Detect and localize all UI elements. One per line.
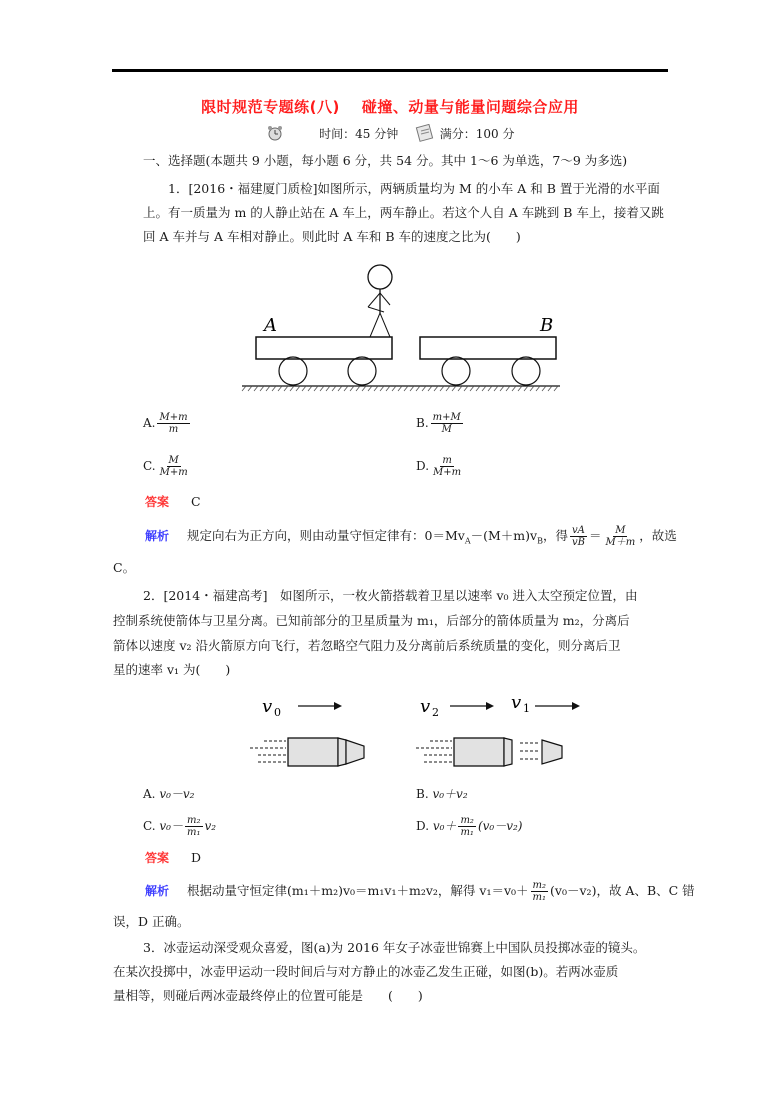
page-title [0, 96, 780, 117]
q1-option-c: C. $\frac{M}{M+m}$ [143, 455, 188, 478]
q2-option-d: D. v₀＋ $\frac{\text{m₂}}{\text{m₁}}$ (v₀－v₂) [416, 815, 523, 838]
cart-a-label: A [264, 315, 277, 336]
q1-carts-figure [238, 255, 568, 395]
svg-text:v: v [420, 696, 431, 717]
q1-answer [145, 491, 201, 513]
q2-option-a: A. v₀－v₂ [143, 787, 195, 801]
q2-option-c: C. v₀－ $\frac{\text{m₂}}{\text{m₁}}$ v₂ [143, 815, 217, 838]
question-2-line-1: 2．[2014・福建高考] 如图所示，一枚火箭搭载着卫星以速率 v₀ 进入太空预定位置，由 [143, 588, 638, 603]
svg-text:1: 1 [523, 702, 530, 715]
q2-option-b: B. v₀＋v₂ [416, 787, 468, 801]
exam-paper-icon [414, 124, 436, 145]
question-3-line-1: 3．冰壶运动深受观众喜爱，图(a)为 2016 年女子冰壶世锦赛上中国队员投掷冰壶的镜头。 [143, 940, 646, 955]
question-2-line-3: 箭体以速度 v₂ 沿火箭原方向飞行，若忽略空气阻力及分离前后系统质量的变化，则分离后卫 [113, 638, 621, 653]
cart-b-label: B [540, 315, 554, 336]
question-2-line-4: 星的速率 v₁ 为( ) [113, 662, 231, 677]
title-topic: 碰撞、动量与能量问题综合应用 [361, 98, 579, 116]
answer-label: 答案 [145, 851, 170, 865]
svg-text:2: 2 [432, 706, 439, 719]
answer-value: D [190, 850, 202, 865]
question-2-line-2: 控制系统使箭体与卫星分离。已知前部分的卫星质量为 m₁，后部分的箭体质量为 m₂，分离后 [113, 613, 630, 628]
exam-meta [0, 124, 780, 145]
answer-label: 答案 [145, 495, 170, 509]
q1-analysis: 解析 规定向右为正方向，则由动量守恒定律有：$0=Mv_A-(M+m)v_B$，得 $\frac{vA}{vB}$ ＝ $\frac{M}{M+m}$ ，故选 [145, 525, 677, 548]
section-heading: 一、选择题(本题共 9 小题，每小题 6 分，共 54 分。其中 1～6 为单选，7～9 为多选) [143, 153, 628, 168]
title-series: 限时规范专题练(八) [201, 98, 340, 116]
question-3-line-2: 在某次投掷中，冰壶甲运动一段时间后与对方静止的冰壶乙发生正碰，如图(b)。若两冰壶质 [113, 964, 619, 979]
q2-analysis-tail: 误，D 正确。 [113, 914, 190, 929]
svg-text:v: v [511, 692, 522, 713]
alarm-clock-icon [266, 124, 284, 145]
svg-text:0: 0 [274, 706, 281, 719]
answer-value: C [190, 494, 201, 509]
header-rule [112, 69, 668, 72]
q2-answer [145, 847, 201, 869]
q1-option-d: D. $\frac{m}{M+m}$ [416, 455, 462, 478]
analysis-label: 解析 [145, 884, 170, 898]
question-3-line-3: 量相等，则碰后两冰壶最终停止的位置可能是 ( ) [113, 988, 423, 1003]
analysis-label: 解析 [145, 529, 170, 543]
svg-text:v: v [262, 696, 273, 717]
q2-analysis: 解析 根据动量守恒定律(m₁＋m₂)v₀＝m₁v₁＋m₂v₂，解得 v₁＝v₀＋ $\frac{\text{m₂}}{\text{m₁}}$ (v₀－v₂)，故 A、B、C 错 [145, 880, 695, 903]
q1-option-a: A. $\frac{M+m}{m}$ [143, 412, 188, 435]
time-limit: 时间：45 分钟 [319, 127, 399, 141]
q2-rocket-figure [238, 690, 583, 770]
full-score: 满分：100 分 [439, 127, 515, 141]
question-1-text: 1．[2016・福建厦门质检]如图所示，两辆质量均为 M 的小车 A 和 B 置于光滑的水平面上。有一质量为 m 的人静止站在 A 车上，两车静止。若这个人自 A 车跳到 B 车上，接着又跳回 A 车并与 A 车相对静止。则此时 A 车和 B 车的速度之比为( ) [143, 181, 664, 244]
q1-analysis-tail: C。 [113, 560, 136, 575]
q1-option-b: B. $\frac{m+M}{M}$ [416, 412, 461, 435]
